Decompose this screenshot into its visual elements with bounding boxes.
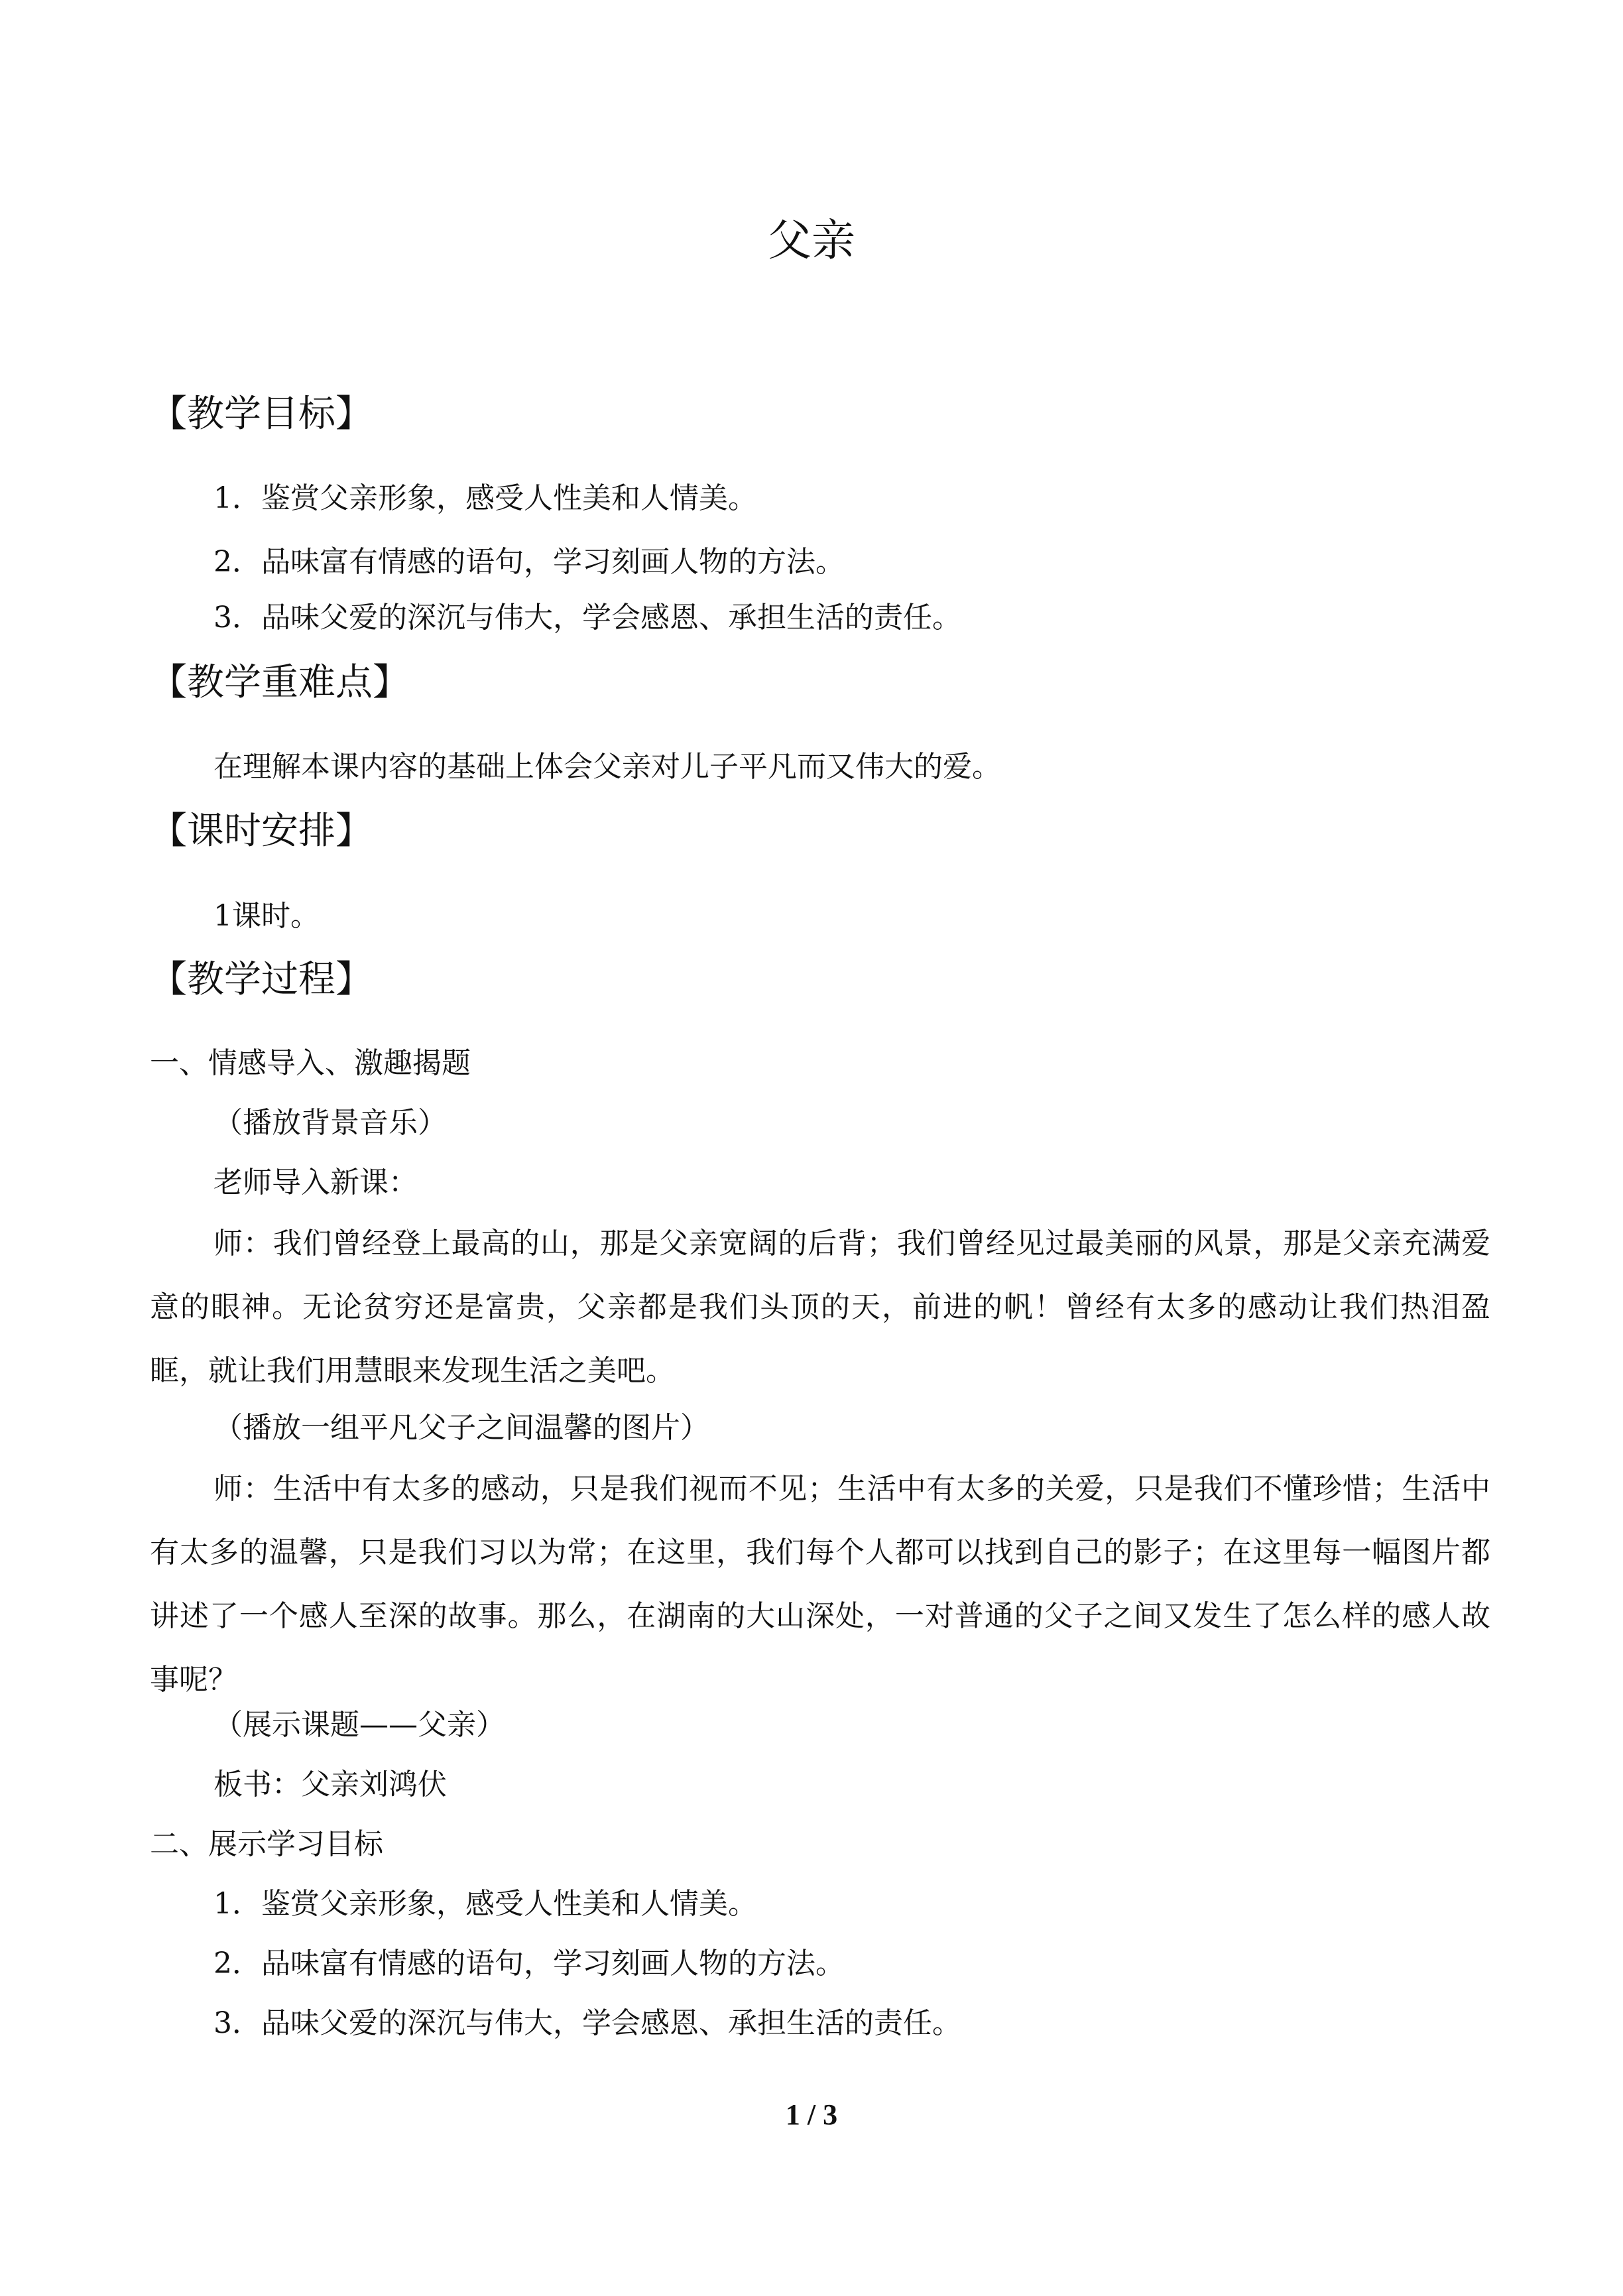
goal-item-1: 1．鉴赏父亲形象，感受人性美和人情美。 xyxy=(213,481,757,515)
pictures-note: （播放一组平凡父子之间温馨的图片） xyxy=(213,1411,709,1445)
document-title: 父亲 xyxy=(768,215,855,266)
schedule-text: 1课时。 xyxy=(213,899,320,933)
goal-item-3: 3．品味父爱的深沉与伟大，学会感恩、承担生活的责任。 xyxy=(213,601,961,634)
process-part2-title: 二、展示学习目标 xyxy=(150,1827,383,1861)
goals-heading: 【教学目标】 xyxy=(150,393,373,436)
page-number: 1 / 3 xyxy=(785,2098,838,2131)
topic-note: （展示课题——父亲） xyxy=(213,1708,505,1742)
part2-item-1: 1．鉴赏父亲形象，感受人性美和人情美。 xyxy=(213,1887,757,1921)
key-points-text: 在理解本课内容的基础上体会父亲对儿子平凡而又伟大的爱。 xyxy=(213,750,1001,784)
process-part1-title: 一、情感导入、激趣揭题 xyxy=(150,1046,471,1080)
process-heading: 【教学过程】 xyxy=(150,958,373,1001)
intro-label: 老师导入新课： xyxy=(213,1166,418,1199)
part2-item-2: 2．品味富有情感的语句，学习刻画人物的方法。 xyxy=(213,1947,845,1980)
goal-item-2: 2．品味富有情感的语句，学习刻画人物的方法。 xyxy=(213,545,845,579)
schedule-heading: 【课时安排】 xyxy=(150,810,373,853)
key-points-heading: 【教学重难点】 xyxy=(150,661,410,704)
teacher-paragraph-2: 师：生活中有太多的感动，只是我们视而不见；生活中有太多的关爱，只是我们不懂珍惜；生活中有太多的温馨，只是我们习以为常；在这里，我们每个人都可以找到自己的影子；在这里每一幅图片都讲述了一个感人至深的故事。那么，在湖南的大山深处，一对普通的父子之间又发生了怎么样的感人故事呢？ xyxy=(150,1472,1490,1697)
music-note: （播放背景音乐） xyxy=(213,1106,447,1140)
board-text: 板书：父亲刘鸿伏 xyxy=(213,1768,447,1801)
teacher-paragraph-1: 师：我们曾经登上最高的山，那是父亲宽阔的后背；我们曾经见过最美丽的风景，那是父亲充满爱意的眼神。无论贫穷还是富贵，父亲都是我们头顶的天，前进的帆！曾经有太多的感动让我们热泪盈眶，就让我们用慧眼来发现生活之美吧。 xyxy=(150,1227,1490,1388)
part2-item-3: 3．品味父爱的深沉与伟大，学会感恩、承担生活的责任。 xyxy=(213,2006,961,2040)
